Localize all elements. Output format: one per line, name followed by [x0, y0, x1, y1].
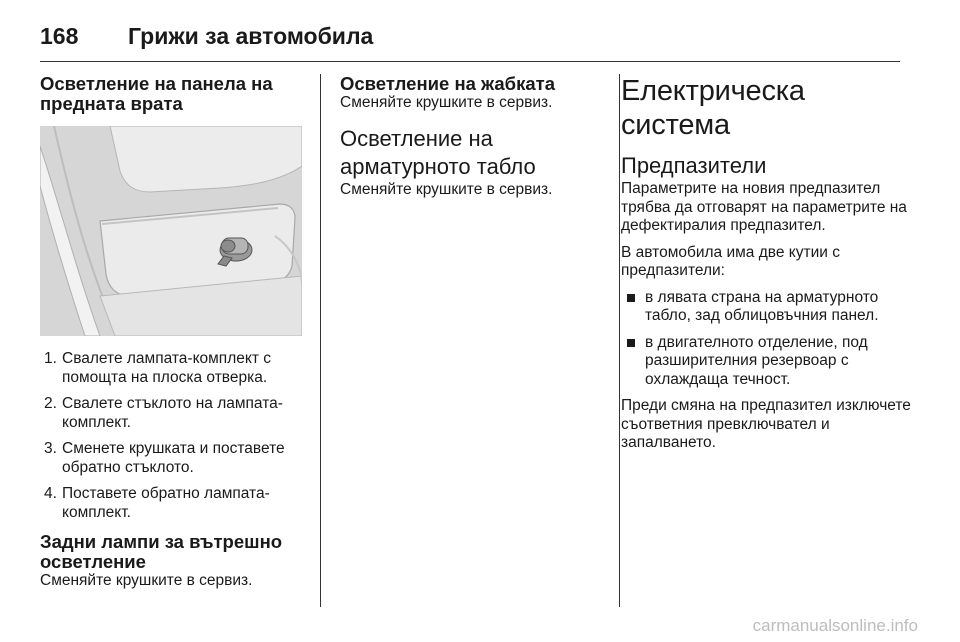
page-header: [40, 12, 900, 60]
bullet-square-icon: [627, 339, 635, 347]
list-item: [621, 334, 921, 390]
step-text: Сменете крушката и поставете обратно стъклото.: [62, 440, 285, 476]
step-number: 2.: [44, 395, 57, 412]
bullet-square-icon: [627, 294, 635, 302]
step-text: Свалете лампата-комплект с помощта на плоска отверка.: [62, 350, 271, 386]
door-panel-lamp-icon: [40, 126, 302, 336]
page-number: 168: [40, 22, 79, 49]
column-middle: [340, 74, 598, 199]
bullet-text: в лявата страна на арматурното табло, зад облицовъчния панел.: [645, 288, 879, 324]
door-panel-lamp-illustration: [40, 126, 302, 336]
dashboard-lamp-text: Сменяйте крушките в сервиз.: [340, 180, 553, 198]
step-number: 1.: [44, 350, 57, 367]
glovebox-text: Сменяйте крушките в сервиз.: [340, 94, 553, 111]
electrical-system-title: Електрическа система: [621, 75, 805, 141]
watermark: carmanualsonline.info: [752, 616, 918, 635]
step-text: Свалете стъклото на лампата-комплект.: [62, 395, 283, 431]
step-number: 3.: [44, 440, 57, 457]
column-divider-2: [619, 74, 620, 607]
list-item: [40, 485, 302, 522]
door-lamp-heading: Осветление на панела на предната врата: [40, 73, 273, 114]
header-rule: [40, 61, 900, 62]
rear-lamps-heading: Задни лампи за вътрешно осветление: [40, 531, 283, 572]
door-lamp-steps: [40, 350, 302, 522]
chapter-title: Грижи за автомобила: [128, 22, 374, 49]
fuses-heading: Предпазители: [621, 153, 767, 178]
list-item: [40, 350, 302, 387]
list-item: [621, 289, 921, 326]
column-left: [40, 74, 302, 591]
glovebox-heading: Осветление на жабката: [340, 73, 555, 94]
bullet-text: в двигателното отделение, под разширителния резервоар с охлаждаща течност.: [645, 333, 868, 388]
list-item: [40, 395, 302, 432]
column-divider-1: [320, 74, 321, 607]
fuses-para-3: Преди смяна на предпазител изключете съответния превключвател и запалването.: [621, 397, 911, 451]
column-right: [621, 74, 921, 453]
dashboard-lamp-heading: Осветление на арматурното табло: [340, 125, 536, 179]
rear-lamps-text: Сменяйте крушките в сервиз.: [40, 572, 253, 589]
fuse-box-list: [621, 289, 921, 390]
step-text: Поставете обратно лампата-комплект.: [62, 485, 270, 521]
step-number: 4.: [44, 485, 57, 502]
fuses-para-2: В автомобила има две кутии с предпазители:: [621, 243, 840, 279]
list-item: [40, 440, 302, 477]
fuses-para-1: Параметрите на новия предпазител трябва да отговарят на параметрите на дефектиралия предпазител.: [621, 180, 907, 234]
